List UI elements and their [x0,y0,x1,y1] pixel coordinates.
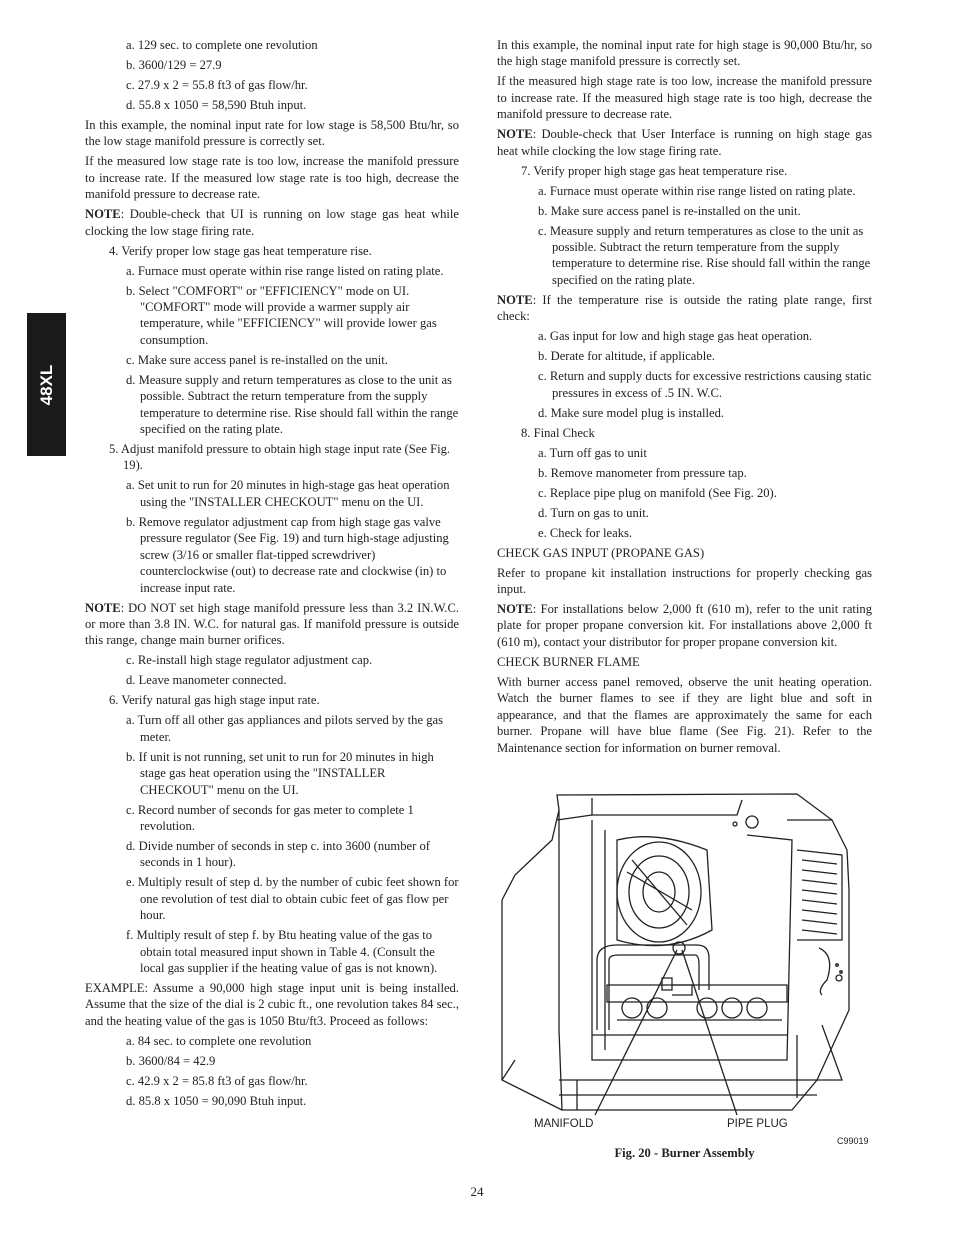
note-text: : For installations below 2,000 ft (610 m), refer to the unit rating plate for proper propane conversion kit. For installations above 2,000 ft (610 m), contact your distributor for proper propane conversion kit. [497,602,872,649]
manifold-label: MANIFOLD [534,1118,594,1130]
right-column [497,37,872,760]
left-column [85,37,459,1113]
sub-step: c. 27.9 x 2 = 55.8 ft3 of gas flow/hr. [126,78,308,92]
sub-step: d. Make sure model plug is installed. [538,405,725,420]
paragraph: In this example, the nominal input rate for low stage is 58,500 Btu/hr, so the low stage manifold pressure is correctly set. [85,118,459,149]
sub-step: e. Multiply result of step d. by the number of cubic feet shown for one revolution of test dial to obtain cubic feet of gas flow per hour. [126,875,459,923]
sub-step: c. Make sure access panel is re-installed on the unit. [126,352,388,367]
note-label: NOTE [85,207,121,222]
section-heading: CHECK BURNER FLAME [497,654,640,669]
sub-step: b. Make sure access panel is re-installed on the unit. [538,203,801,218]
sub-step: b. Select "COMFORT" or "EFFICIENCY" mode on UI. "COMFORT" mode will provide a warmer supply air temperature, while "EFFICIENCY" will provide lower gas consumption. [126,283,437,347]
numbered-step: 8. Final Check [521,425,595,440]
burner-assembly-figure [497,780,872,1165]
note-label: NOTE [497,127,533,142]
note-label: NOTE [497,292,533,307]
note-label: NOTE [85,600,121,615]
numbered-step: 7. Verify proper high stage gas heat temperature rise. [521,163,788,178]
sub-step: b. Remove regulator adjustment cap from high stage gas valve pressure regulator (See Fig. 19) and turn high-stage adjusting screw (3/16 or smaller flat-tipped screwdriver) counterclockwise (out) to decrease rate and clockwise (in) to increase input rate. [126,514,449,595]
note-paragraph [85,206,459,239]
sub-step: d. Divide number of seconds in step c. into 3600 (number of seconds in 1 hour). [126,838,430,870]
note-text: : Double-check that UI is running on low stage gas heat while clocking the low stage firing rate. [85,207,459,238]
sub-step: a. 129 sec. to complete one revolution [126,38,318,52]
sub-step: c. Measure supply and return temperatures as close to the unit as possible. Subtract the return temperature from the supply temperature to determine rise. Rise should fall within the range specified on the rating plate. [538,223,871,287]
note-text: : Double-check that User Interface is running on high stage gas heat while clocking the low stage firing rate. [497,127,872,158]
sub-step: d. 55.8 x 1050 = 58,590 Btuh input. [126,98,307,112]
paragraph: Refer to propane kit installation instructions for properly checking gas input. [497,565,872,597]
burner-assembly-illustration [497,780,872,1145]
paragraph: If the measured high stage rate is too low, increase the manifold pressure to increase rate. If the measured high stage rate is too high, decrease the manifold pressure to decrease rate. [497,74,872,122]
sub-step: c. Re-install high stage regulator adjustment cap. [126,653,373,668]
paragraph: In this example, the nominal input rate for high stage is 90,000 Btu/hr, so the high stage manifold pressure is correctly set. [497,38,872,69]
sub-step: c. Return and supply ducts for excessive restrictions causing static pressures in excess of .5 IN. W.C. [538,369,872,400]
sub-step: c. 42.9 x 2 = 85.8 ft3 of gas flow/hr. [126,1073,308,1088]
note-text: : DO NOT set high stage manifold pressure less than 3.2 IN.W.C. or more than 3.8 IN. W.C. for natural gas. If manifold pressure is outside this range, change main burner orifices. [85,600,459,648]
sub-step: b. 3600/129 = 27.9 [126,58,222,72]
page-number: 24 [470,1184,484,1199]
paragraph: If the measured low stage rate is too low, increase the manifold pressure to increase rate. If the measured low stage rate is too high, decrease the manifold pressure to decrease rate. [85,154,459,202]
paragraph: With burner access panel removed, observe the unit heating operation. Watch the burner flames to see if they are light blue and soft in appearance, and that the flames are approximately the same for each burner. Propane will have blue flame (See Fig. 21). Refer to the Maintenance section for information on burner removal. [497,674,872,755]
sub-step: b. 3600/84 = 42.9 [126,1053,216,1068]
sub-step: d. Turn on gas to unit. [538,505,649,520]
sub-step: c. Replace pipe plug on manifold (See Fig. 20). [538,485,777,500]
figure-caption: Fig. 20 - Burner Assembly [614,1146,755,1160]
note-text: : If the temperature rise is outside the rating plate range, first check: [497,292,872,324]
note-paragraph [497,126,872,159]
sub-step: f. Multiply result of step f. by Btu heating value of the gas to obtain total measured input shown in Table 4. (Consult the local gas supplier if the heating value of gas is not known). [126,928,438,975]
paragraph: EXAMPLE: Assume a 90,000 high stage input unit is being installed. Assume that the size of the dial is 2 cubic ft., one revolution takes 84 sec., and the heating value of the gas is 1050 Btu/ft3. Proceed as follows: [85,980,459,1028]
sub-step: a. Turn off gas to unit [538,445,647,460]
pipe-plug-label: PIPE PLUG [727,1118,788,1130]
sub-step: b. Derate for altitude, if applicable. [538,349,715,364]
note-paragraph [497,601,872,650]
numbered-step: 5. Adjust manifold pressure to obtain high stage input rate (See Fig. 19). [109,442,451,473]
sub-step: a. Gas input for low and high stage gas heat operation. [538,329,813,344]
sub-step: d. 85.8 x 1050 = 90,090 Btuh input. [126,1093,307,1108]
section-tab-label: 48XL [36,364,56,405]
sub-step: a. Turn off all other gas appliances and pilots served by the gas meter. [126,713,443,744]
sub-step: b. Remove manometer from pressure tap. [538,465,747,480]
sub-step: b. If unit is not running, set unit to run for 20 minutes in high stage gas heat operation using the "INSTALLER CHECKOUT" menu on the UI. [126,749,434,797]
numbered-step: 6. Verify natural gas high stage input rate. [109,693,320,708]
sub-step: e. Check for leaks. [538,525,633,540]
sub-step: d. Measure supply and return temperatures as close to the unit as possible. Subtract the return temperature from the supply temperature to determine rise. Rise should fall within the range specified on the rating plate. [126,372,459,437]
sub-step: a. Furnace must operate within rise range listed on rating plate. [126,263,444,278]
note-label: NOTE [497,602,533,617]
section-heading: CHECK GAS INPUT (PROPANE GAS) [497,545,705,560]
sub-step: a. Furnace must operate within rise range listed on rating plate. [538,183,856,198]
sub-step: a. 84 sec. to complete one revolution [126,1033,312,1048]
figure-code: C99019 [837,1136,869,1146]
note-paragraph [85,600,459,649]
sub-step: d. Leave manometer connected. [126,673,287,688]
sub-step: a. Set unit to run for 20 minutes in high-stage gas heat operation using the "INSTALLER CHECKOUT" menu on the UI. [126,478,450,509]
numbered-step: 4. Verify proper low stage gas heat temperature rise. [109,243,372,258]
section-tab [27,313,66,456]
note-paragraph [497,292,872,325]
sub-step: c. Record number of seconds for gas meter to complete 1 revolution. [126,802,414,833]
